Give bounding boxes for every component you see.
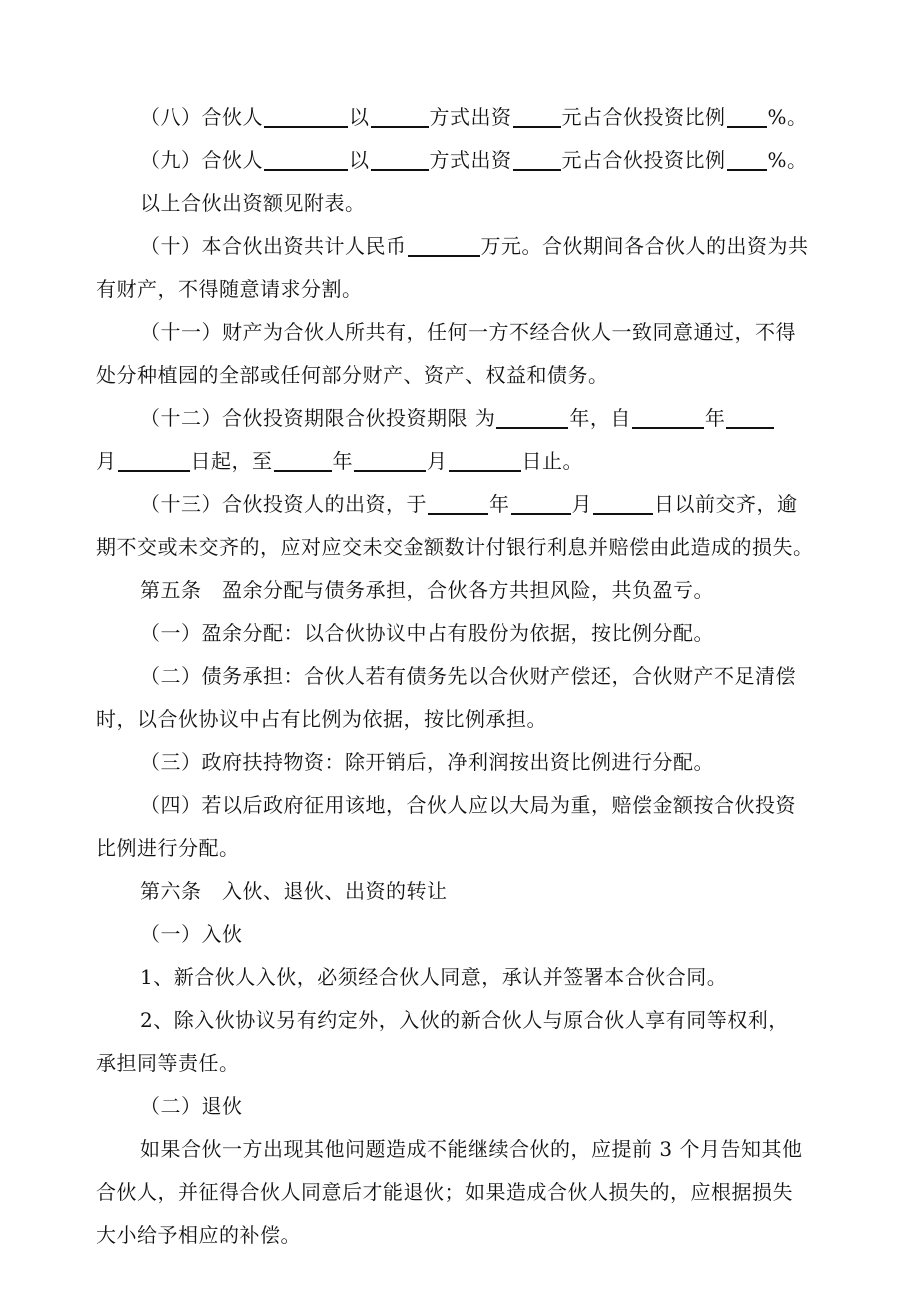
clause-13-line [96,483,836,526]
fill-blank[interactable] [371,102,429,128]
fill-blank[interactable] [727,102,767,128]
fill-blank[interactable] [632,403,704,429]
article-heading: 第六条 入伙、退伙、出资的转让 [140,879,448,903]
paragraph-line: （一）盈余分配：以合伙协议中占有股份为依据，按比例分配。 [140,621,714,645]
clause-text: （十三）合伙投资人的出资，于 [140,492,427,516]
clause-text: 万元。合伙期间各合伙人的出资为共 [480,234,809,258]
clause-text: 元占合伙投资比例 [561,105,726,129]
paragraph-line: 处分种植园的全部或任何部分财产、资产、权益和债务。 [96,363,609,387]
paragraph-line: 合伙人，并征得合伙人同意后才能退伙；如果造成合伙人损失的，应根据损失 [96,1180,793,1204]
article-heading: 第五条 盈余分配与债务承担，合伙各方共担风险，共负盈亏。 [140,578,714,602]
paragraph-line: 承担同等责任。 [96,1051,240,1075]
paragraph-line: （四）若以后政府征用该地，合伙人应以大局为重，赔偿金额按合伙投资 [140,793,796,817]
clause-text: （十二）合伙投资期限合伙投资期限 为 [140,406,496,430]
fill-blank[interactable] [428,489,488,515]
section-heading: （二）退伙 [140,1094,243,1118]
paragraph-line: 期不交或未交齐的，应对应交未交金额数计付银行利息并赔偿由此造成的损失。 [96,535,814,559]
paragraph-line: 1、新合伙人入伙，必须经合伙人同意，承认并签署本合伙合同。 [140,965,728,989]
paragraph-line: （三）政府扶持物资：除开销后，净利润按出资比例进行分配。 [140,750,714,774]
clause-12-line [96,397,836,440]
fill-blank[interactable] [354,446,426,472]
clause-text: 月 [571,492,592,516]
clause-text: 日以前交齐，逾 [654,492,798,516]
clause-text: 元占合伙投资比例 [561,148,726,172]
clause-text: %。 [767,105,808,129]
clause-10-line [96,225,836,268]
fill-blank[interactable] [513,102,561,128]
fill-blank[interactable] [496,403,568,429]
clause-text: 以 [349,105,370,129]
fill-blank[interactable] [371,145,429,171]
clause-text: %。 [767,148,808,172]
fill-blank[interactable] [593,489,653,515]
clause-text: 年 [332,449,353,473]
clause-text: 方式出资 [429,105,512,129]
clause-9-line [96,139,836,182]
fill-blank[interactable] [726,403,774,429]
clause-8-line [96,96,836,139]
clause-12-line-cont [96,440,836,483]
section-heading: （一）入伙 [140,922,243,946]
paragraph-line: 如果合伙一方出现其他问题造成不能继续合伙的，应提前 3 个月告知其他 [140,1137,803,1161]
fill-blank[interactable] [264,102,348,128]
fill-blank[interactable] [449,446,521,472]
paragraph-line: （二）债务承担：合伙人若有债务先以合伙财产偿还，合伙财产不足清偿 [140,664,796,688]
clause-text: 方式出资 [429,148,512,172]
clause-text: 日起，至 [190,449,273,473]
clause-text: 月 [427,449,448,473]
paragraph-line: 时，以合伙协议中占有比例为依据，按比例承担。 [96,707,547,731]
fill-blank[interactable] [264,145,348,171]
clause-text: 日止。 [521,449,583,473]
fill-blank[interactable] [408,231,480,257]
paragraph-line: 大小给予相应的补偿。 [96,1223,301,1247]
paragraph-line: 有财产，不得随意请求分割。 [96,277,363,301]
clause-text: 年 [489,492,510,516]
clause-text: 年，自 [569,406,631,430]
paragraph-line: （十一）财产为合伙人所共有，任何一方不经合伙人一致同意通过，不得 [140,320,796,344]
paragraph-line: 2、除入伙协议另有约定外，入伙的新合伙人与原合伙人享有同等权利， [140,1008,789,1032]
clause-text: 月 [96,449,117,473]
fill-blank[interactable] [511,489,571,515]
clause-text: （十）本合伙出资共计人民币 [140,234,407,258]
clause-text: （九）合伙人 [140,148,263,172]
paragraph-line: 比例进行分配。 [96,836,240,860]
fill-blank[interactable] [274,446,332,472]
fill-blank[interactable] [513,145,561,171]
fill-blank[interactable] [727,145,767,171]
clause-text: 年 [704,406,726,430]
fill-blank[interactable] [118,446,190,472]
paragraph-line: 以上合伙出资额见附表。 [140,191,366,215]
clause-text: 以 [349,148,370,172]
document-page [96,96,836,1257]
clause-text: （八）合伙人 [140,105,263,129]
